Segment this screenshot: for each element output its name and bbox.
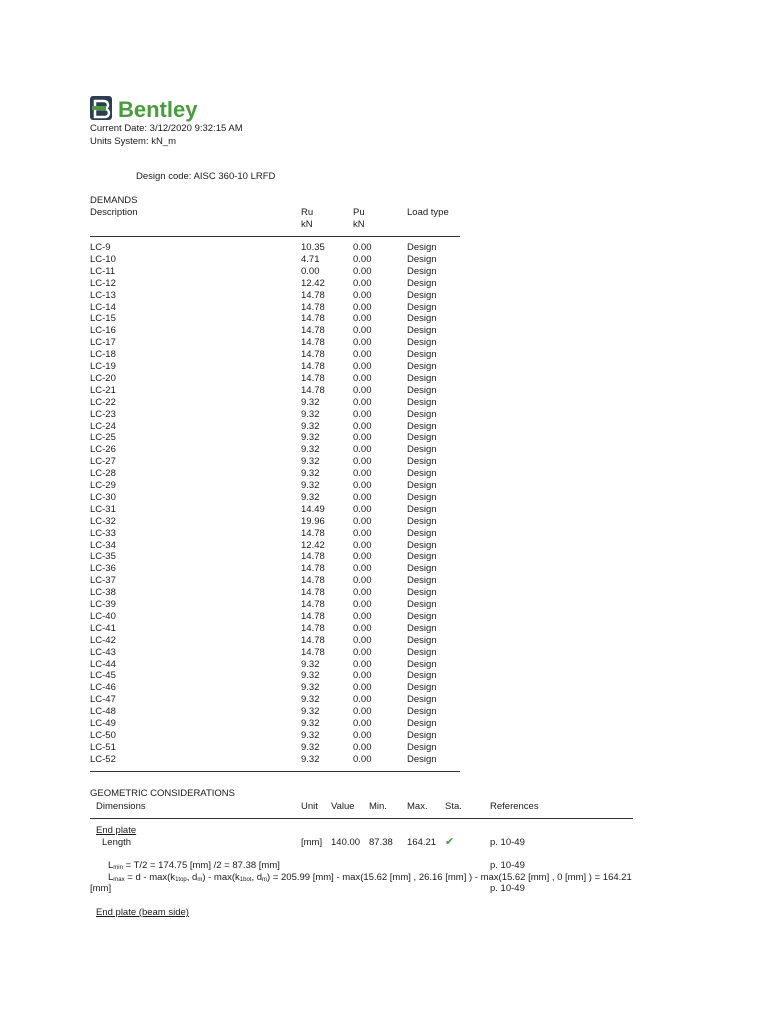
cell-lc: LC-17 <box>90 337 116 349</box>
cell-lc: LC-51 <box>90 741 116 753</box>
cell-load-type: Design <box>407 563 437 575</box>
cell-lc: LC-46 <box>90 682 116 694</box>
cell-pu: 0.00 <box>353 741 372 753</box>
cell-load-type: Design <box>407 372 437 384</box>
cell-load-type: Design <box>407 634 437 646</box>
cell-pu: 0.00 <box>353 456 372 468</box>
cell-load-type: Design <box>407 503 437 515</box>
cell-lc: LC-48 <box>90 706 116 718</box>
geo-header-value: Value <box>331 801 355 812</box>
cell-ru: 0.00 <box>301 265 320 277</box>
cell-ru: 14.78 <box>301 301 325 313</box>
cell-pu: 0.00 <box>353 527 372 539</box>
cell-load-type: Design <box>407 456 437 468</box>
lmin-formula: Lmin = T/2 = 174.75 [mm] /2 = 87.38 [mm] <box>108 860 280 871</box>
cell-load-type: Design <box>407 420 437 432</box>
cell-lc: LC-41 <box>90 622 116 634</box>
cell-pu: 0.00 <box>353 658 372 670</box>
cell-load-type: Design <box>407 384 437 396</box>
cell-pu: 0.00 <box>353 253 372 265</box>
cell-lc: LC-31 <box>90 503 116 515</box>
cell-load-type: Design <box>407 741 437 753</box>
cell-ru: 9.32 <box>301 480 320 491</box>
cell-pu: 0.00 <box>353 242 372 253</box>
cell-load-type: Design <box>407 337 437 349</box>
cell-pu: 0.00 <box>353 729 372 741</box>
cell-lc: LC-52 <box>90 753 116 765</box>
cell-load-type: Design <box>407 242 437 253</box>
cell-load-type: Design <box>407 325 437 337</box>
cell-lc: LC-37 <box>90 575 116 587</box>
cell-pu: 0.00 <box>353 706 372 718</box>
lmin-ref: p. 10-49 <box>490 860 525 871</box>
cell-lc: LC-10 <box>90 253 116 265</box>
cell-lc: LC-40 <box>90 610 116 622</box>
cell-pu: 0.00 <box>353 622 372 634</box>
demands-title: DEMANDS <box>90 195 138 206</box>
cell-pu: 0.00 <box>353 384 372 396</box>
cell-pu: 0.00 <box>353 444 372 456</box>
cell-ru: 14.78 <box>301 384 325 396</box>
cell-load-type: Design <box>407 587 437 599</box>
cell-lc: LC-29 <box>90 480 116 491</box>
cell-lc: LC-36 <box>90 563 116 575</box>
cell-lc: LC-12 <box>90 277 116 289</box>
cell-ru: 14.78 <box>301 325 325 337</box>
cell-pu: 0.00 <box>353 313 372 325</box>
geo-header-max: Max. <box>407 801 428 812</box>
cell-lc: LC-43 <box>90 646 116 658</box>
cell-ru: 14.78 <box>301 372 325 384</box>
cell-ru: 9.32 <box>301 718 320 729</box>
cell-ru: 14.78 <box>301 599 325 610</box>
length-label: Length <box>102 837 132 848</box>
cell-ru: 9.32 <box>301 706 320 718</box>
col-header-ru-unit: kN <box>301 219 313 230</box>
cell-lc: LC-32 <box>90 515 116 527</box>
cell-load-type: Design <box>407 301 437 313</box>
cell-pu: 0.00 <box>353 587 372 599</box>
check-icon: ✔ <box>445 836 455 848</box>
cell-pu: 0.00 <box>353 491 372 503</box>
cell-load-type: Design <box>407 349 437 361</box>
cell-ru: 14.78 <box>301 361 325 372</box>
cell-lc: LC-23 <box>90 408 116 420</box>
table-bottom-rule <box>90 771 460 772</box>
cell-lc: LC-15 <box>90 313 116 325</box>
cell-ru: 9.32 <box>301 694 320 706</box>
cell-lc: LC-27 <box>90 456 116 468</box>
cell-load-type: Design <box>407 277 437 289</box>
cell-pu: 0.00 <box>353 361 372 372</box>
cell-pu: 0.00 <box>353 468 372 480</box>
cell-ru: 14.78 <box>301 634 325 646</box>
length-max: 164.21 <box>407 837 437 848</box>
cell-ru: 9.32 <box>301 456 320 468</box>
cell-lc: LC-19 <box>90 361 116 372</box>
cell-lc: LC-34 <box>90 539 116 551</box>
cell-lc: LC-18 <box>90 349 116 361</box>
cell-load-type: Design <box>407 396 437 408</box>
cell-lc: LC-26 <box>90 444 116 456</box>
cell-ru: 9.32 <box>301 396 320 408</box>
cell-pu: 0.00 <box>353 515 372 527</box>
col-header-ru: Ru <box>301 207 314 218</box>
cell-pu: 0.00 <box>353 408 372 420</box>
cell-load-type: Design <box>407 718 437 729</box>
design-code: Design code: AISC 360-10 LRFD <box>136 171 276 182</box>
cell-load-type: Design <box>407 361 437 372</box>
cell-lc: LC-25 <box>90 432 116 444</box>
cell-pu: 0.00 <box>353 396 372 408</box>
cell-pu: 0.00 <box>353 718 372 729</box>
cell-pu: 0.00 <box>353 301 372 313</box>
cell-ru: 14.78 <box>301 551 325 563</box>
cell-pu: 0.00 <box>353 372 372 384</box>
cell-pu: 0.00 <box>353 539 372 551</box>
cell-ru: 14.78 <box>301 349 325 361</box>
cell-ru: 14.78 <box>301 337 325 349</box>
cell-lc: LC-42 <box>90 634 116 646</box>
cell-load-type: Design <box>407 610 437 622</box>
cell-load-type: Design <box>407 539 437 551</box>
cell-lc: LC-20 <box>90 372 116 384</box>
length-unit: [mm] <box>301 837 323 848</box>
cell-ru: 4.71 <box>301 253 320 265</box>
cell-pu: 0.00 <box>353 610 372 622</box>
cell-load-type: Design <box>407 253 437 265</box>
cell-load-type: Design <box>407 468 437 480</box>
cell-pu: 0.00 <box>353 551 372 563</box>
cell-pu: 0.00 <box>353 682 372 694</box>
cell-load-type: Design <box>407 313 437 325</box>
length-ref: p. 10-49 <box>490 837 525 848</box>
length-value: 140.00 <box>331 837 361 848</box>
cell-ru: 9.32 <box>301 432 320 444</box>
geo-header-references: References <box>490 801 539 812</box>
geo-header-min: Min. <box>369 801 387 812</box>
lmax-ref: p. 10-49 <box>490 883 525 894</box>
col-header-load-type: Load type <box>407 207 449 218</box>
cell-load-type: Design <box>407 480 437 491</box>
cell-load-type: Design <box>407 729 437 741</box>
end-plate-title: End plate <box>96 825 137 836</box>
cell-ru: 9.32 <box>301 741 320 753</box>
col-header-pu-unit: kN <box>353 219 365 230</box>
cell-pu: 0.00 <box>353 337 372 349</box>
cell-ru: 14.49 <box>301 503 325 515</box>
cell-load-type: Design <box>407 753 437 765</box>
cell-lc: LC-11 <box>90 265 116 277</box>
cell-load-type: Design <box>407 575 437 587</box>
cell-pu: 0.00 <box>353 634 372 646</box>
units-system: Units System: kN_m <box>90 136 177 147</box>
cell-pu: 0.00 <box>353 753 372 765</box>
cell-pu: 0.00 <box>353 503 372 515</box>
cell-ru: 9.32 <box>301 670 320 682</box>
cell-lc: LC-13 <box>90 289 116 301</box>
cell-load-type: Design <box>407 622 437 634</box>
cell-ru: 9.32 <box>301 408 320 420</box>
cell-ru: 14.78 <box>301 646 325 658</box>
col-header-description: Description <box>90 207 138 218</box>
cell-pu: 0.00 <box>353 646 372 658</box>
cell-lc: LC-39 <box>90 599 116 610</box>
cell-ru: 14.78 <box>301 575 325 587</box>
end-plate-beam-side-title: End plate (beam side) <box>96 907 189 918</box>
cell-pu: 0.00 <box>353 265 372 277</box>
cell-lc: LC-45 <box>90 670 116 682</box>
col-header-pu: Pu <box>353 207 365 218</box>
cell-lc: LC-24 <box>90 420 116 432</box>
cell-load-type: Design <box>407 682 437 694</box>
cell-lc: LC-49 <box>90 718 116 729</box>
current-date: Current Date: 3/12/2020 9:32:15 AM <box>90 123 243 134</box>
bentley-logo-icon <box>90 94 210 124</box>
cell-lc: LC-44 <box>90 658 116 670</box>
cell-pu: 0.00 <box>353 670 372 682</box>
cell-ru: 12.42 <box>301 277 325 289</box>
cell-ru: 14.78 <box>301 289 325 301</box>
cell-ru: 9.32 <box>301 468 320 480</box>
cell-load-type: Design <box>407 694 437 706</box>
geo-header-dimensions: Dimensions <box>96 801 146 812</box>
cell-load-type: Design <box>407 265 437 277</box>
cell-load-type: Design <box>407 527 437 539</box>
cell-ru: 10.35 <box>301 242 325 253</box>
cell-ru: 9.32 <box>301 753 320 765</box>
cell-lc: LC-35 <box>90 551 116 563</box>
bentley-logo <box>90 94 210 124</box>
cell-lc: LC-21 <box>90 384 116 396</box>
geo-header-unit: Unit <box>301 801 318 812</box>
cell-load-type: Design <box>407 551 437 563</box>
cell-lc: LC-47 <box>90 694 116 706</box>
cell-ru: 9.32 <box>301 444 320 456</box>
cell-load-type: Design <box>407 408 437 420</box>
cell-pu: 0.00 <box>353 289 372 301</box>
cell-lc: LC-16 <box>90 325 116 337</box>
cell-pu: 0.00 <box>353 277 372 289</box>
cell-lc: LC-14 <box>90 301 116 313</box>
cell-ru: 19.96 <box>301 515 325 527</box>
cell-ru: 14.78 <box>301 622 325 634</box>
cell-load-type: Design <box>407 289 437 301</box>
cell-lc: LC-30 <box>90 491 116 503</box>
cell-ru: 9.32 <box>301 682 320 694</box>
cell-load-type: Design <box>407 706 437 718</box>
cell-load-type: Design <box>407 515 437 527</box>
cell-lc: LC-22 <box>90 396 116 408</box>
logo-text: Bentley <box>118 97 198 122</box>
cell-lc: LC-38 <box>90 587 116 599</box>
cell-load-type: Design <box>407 646 437 658</box>
cell-ru: 12.42 <box>301 539 325 551</box>
cell-ru: 9.32 <box>301 491 320 503</box>
cell-ru: 14.78 <box>301 527 325 539</box>
cell-pu: 0.00 <box>353 349 372 361</box>
cell-pu: 0.00 <box>353 694 372 706</box>
cell-ru: 14.78 <box>301 587 325 599</box>
cell-ru: 14.78 <box>301 610 325 622</box>
cell-ru: 9.32 <box>301 658 320 670</box>
length-min: 87.38 <box>369 837 393 848</box>
cell-load-type: Design <box>407 432 437 444</box>
cell-pu: 0.00 <box>353 563 372 575</box>
cell-pu: 0.00 <box>353 432 372 444</box>
cell-pu: 0.00 <box>353 575 372 587</box>
cell-pu: 0.00 <box>353 480 372 491</box>
geometric-title: GEOMETRIC CONSIDERATIONS <box>90 788 235 799</box>
cell-lc: LC-33 <box>90 527 116 539</box>
cell-pu: 0.00 <box>353 599 372 610</box>
cell-ru: 14.78 <box>301 563 325 575</box>
lmax-formula: Lmax = d - max(k1top, dm) - max(k1bot, dm) = 205.99 [mm] - max(15.62 [mm] , 26.16 [mm] ) - max(15.62 [mm] , 0 [mm] ) = 164.21 <box>108 872 632 883</box>
cell-lc: LC-9 <box>90 242 111 253</box>
geo-header-rule <box>90 818 633 819</box>
cell-lc: LC-28 <box>90 468 116 480</box>
cell-load-type: Design <box>407 599 437 610</box>
geo-header-sta: Sta. <box>445 801 462 812</box>
cell-load-type: Design <box>407 491 437 503</box>
cell-ru: 9.32 <box>301 420 320 432</box>
cell-ru: 14.78 <box>301 313 325 325</box>
cell-load-type: Design <box>407 444 437 456</box>
lmax-formula-cont: [mm] <box>90 883 112 894</box>
cell-pu: 0.00 <box>353 420 372 432</box>
cell-pu: 0.00 <box>353 325 372 337</box>
cell-lc: LC-50 <box>90 729 116 741</box>
table-top-rule <box>90 236 460 237</box>
cell-ru: 9.32 <box>301 729 320 741</box>
cell-load-type: Design <box>407 658 437 670</box>
cell-load-type: Design <box>407 670 437 682</box>
